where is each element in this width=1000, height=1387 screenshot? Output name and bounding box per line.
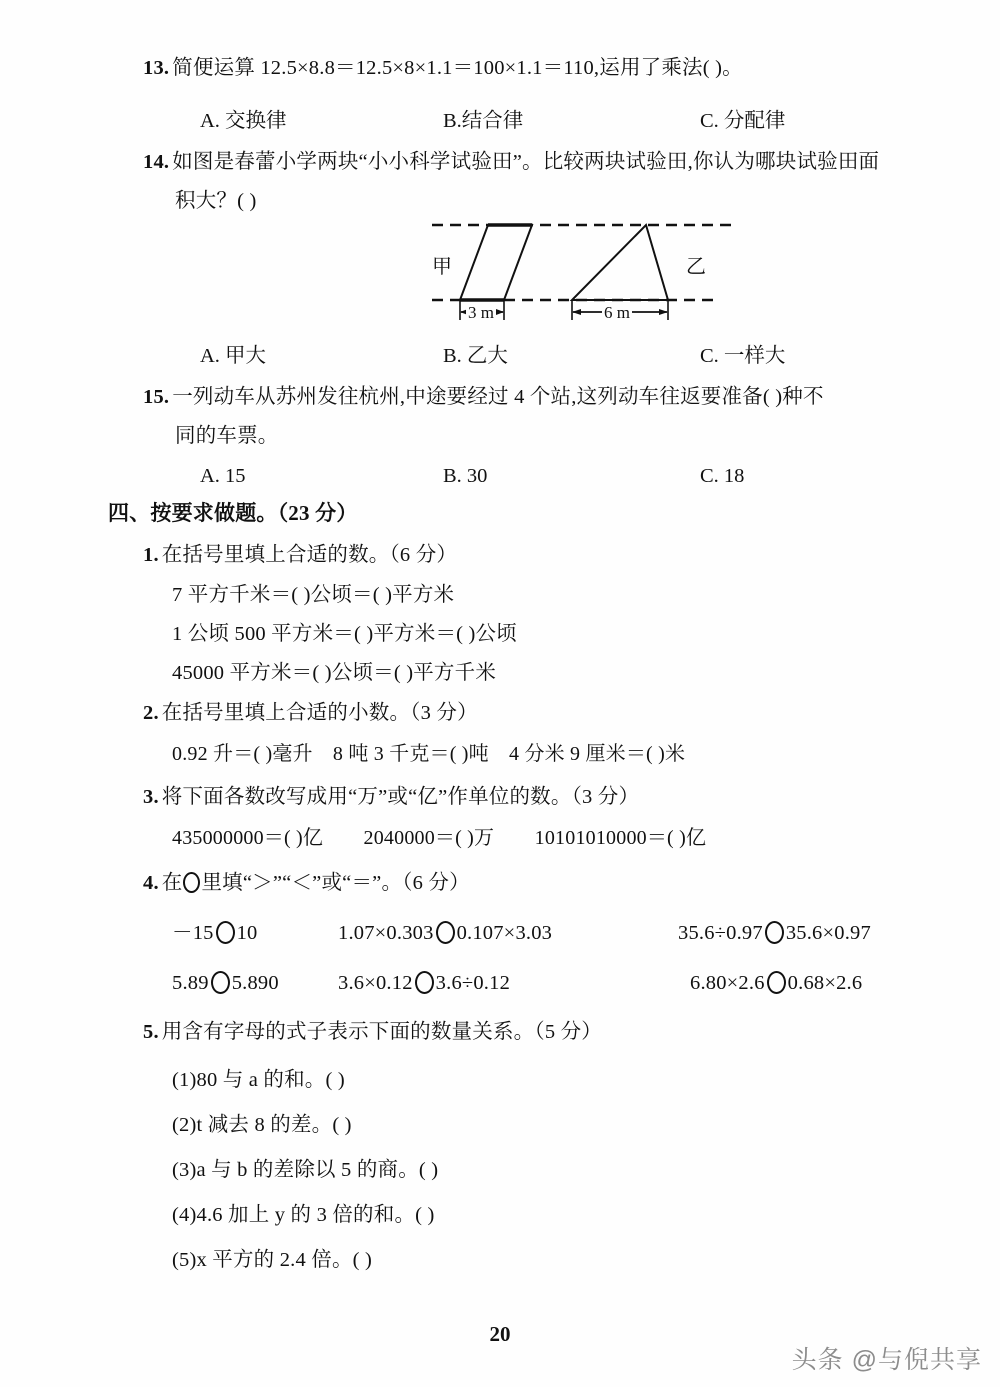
question-15-option-a[interactable]: A. 15 bbox=[200, 465, 246, 487]
question-15-number: 15. bbox=[143, 386, 170, 408]
item-5-number: 5. bbox=[143, 1021, 159, 1043]
item-5-subline-2: (2)t 减去 8 的差。( ) bbox=[172, 1114, 352, 1136]
answer-circle-icon[interactable] bbox=[183, 872, 200, 893]
watermark-text: 头条 @与倪共享 bbox=[791, 1346, 982, 1374]
compare-circle-icon[interactable] bbox=[216, 921, 235, 944]
question-15-text-line1: 15. 一列动车从苏州发往杭州,中途要经过 4 个站,这列动车往返要准备( )种不 bbox=[143, 386, 824, 408]
item-3-number: 3. bbox=[143, 786, 159, 808]
item-2-line-1: 0.92 升＝( )毫升 8 吨 3 千克＝( )吨 4 分米 9 厘米＝( )米 bbox=[172, 743, 686, 765]
item-2-title: 2. 在括号里填上合适的小数。（3 分） bbox=[143, 702, 478, 724]
item-1-number: 1. bbox=[143, 544, 159, 566]
compare-circle-icon[interactable] bbox=[767, 971, 786, 994]
question-13-text: 13. 简便运算 12.5×8.8＝12.5×8×1.1＝100×1.1＝110,运用了乘法( )。 bbox=[143, 57, 743, 79]
field-label-yi: 乙 bbox=[686, 256, 706, 278]
compare-row-1-item-2: 1.07×0.303 0.107×3.03 bbox=[338, 922, 553, 944]
question-14-number: 14. bbox=[143, 151, 170, 173]
question-13-option-b[interactable]: B.结合律 bbox=[443, 110, 524, 132]
section-four-heading: 四、按要求做题。（23 分） bbox=[108, 501, 358, 525]
item-5-subline-1: (1)80 与 a 的和。( ) bbox=[172, 1069, 345, 1091]
compare-row-2-item-3: 6.80×2.6 0.68×2.6 bbox=[690, 972, 863, 994]
item-3-line-1: 435000000＝( )亿 2040000＝( )万 10101010000＝( )亿 bbox=[172, 827, 707, 849]
dimension-label-6m: 6 m bbox=[604, 303, 630, 322]
item-1-line-3: 45000 平方米＝( )公顷＝( )平方千米 bbox=[172, 662, 497, 684]
item-3-title: 3. 将下面各数改写成用“万”或“亿”作单位的数。（3 分） bbox=[143, 786, 640, 808]
item-1-line-1: 7 平方千米＝( )公顷＝( )平方米 bbox=[172, 584, 455, 606]
question-13-option-c[interactable]: C. 分配律 bbox=[700, 110, 786, 132]
triangle-shape bbox=[572, 225, 668, 300]
question-15-option-c[interactable]: C. 18 bbox=[700, 465, 745, 487]
compare-row-2-item-2: 3.6×0.12 3.6÷0.12 bbox=[338, 972, 511, 994]
compare-circle-icon[interactable] bbox=[415, 971, 434, 994]
experimental-fields-figure bbox=[420, 208, 750, 333]
compare-circle-icon[interactable] bbox=[211, 971, 230, 994]
question-14-text-line1: 14. 如图是春蕾小学两块“小小科学试验田”。比较两块试验田,你认为哪块试验田面 bbox=[143, 151, 880, 173]
question-13-number: 13. bbox=[143, 57, 170, 79]
question-14-option-b[interactable]: B. 乙大 bbox=[443, 345, 508, 367]
compare-circle-icon[interactable] bbox=[436, 921, 455, 944]
compare-row-1-item-1: －15 10 bbox=[172, 922, 258, 944]
item-5-title: 5. 用含有字母的式子表示下面的数量关系。（5 分） bbox=[143, 1021, 603, 1043]
question-13-option-a[interactable]: A. 交换律 bbox=[200, 110, 287, 132]
dimension-label-3m: 3 m bbox=[468, 303, 494, 322]
question-14-option-a[interactable]: A. 甲大 bbox=[200, 345, 267, 367]
item-2-number: 2. bbox=[143, 702, 159, 724]
compare-row-2-item-1: 5.89 5.890 bbox=[172, 972, 279, 994]
parallelogram-shape bbox=[460, 225, 532, 300]
compare-row-1-item-3: 35.6÷0.97 35.6×0.97 bbox=[678, 922, 871, 944]
item-5-subline-4: (4)4.6 加上 y 的 3 倍的和。( ) bbox=[172, 1204, 435, 1226]
item-4-title: 4. 在 里填“＞”“＜”或“＝”。（6 分） bbox=[143, 872, 470, 894]
question-14-text-line2: 积大？( ) bbox=[175, 190, 257, 212]
item-1-line-2: 1 公顷 500 平方米＝( )平方米＝( )公顷 bbox=[172, 623, 517, 645]
page-number: 20 bbox=[489, 1322, 511, 1346]
question-14-option-c[interactable]: C. 一样大 bbox=[700, 345, 786, 367]
compare-circle-icon[interactable] bbox=[765, 921, 784, 944]
question-15-option-b[interactable]: B. 30 bbox=[443, 465, 488, 487]
item-1-title: 1. 在括号里填上合适的数。（6 分） bbox=[143, 544, 458, 566]
question-15-text-line2: 同的车票。 bbox=[175, 425, 279, 447]
item-4-number: 4. bbox=[143, 872, 159, 894]
field-label-jia: 甲 bbox=[432, 256, 452, 278]
item-5-subline-3: (3)a 与 b 的差除以 5 的商。( ) bbox=[172, 1159, 439, 1181]
item-5-subline-5: (5)x 平方的 2.4 倍。( ) bbox=[172, 1249, 373, 1271]
